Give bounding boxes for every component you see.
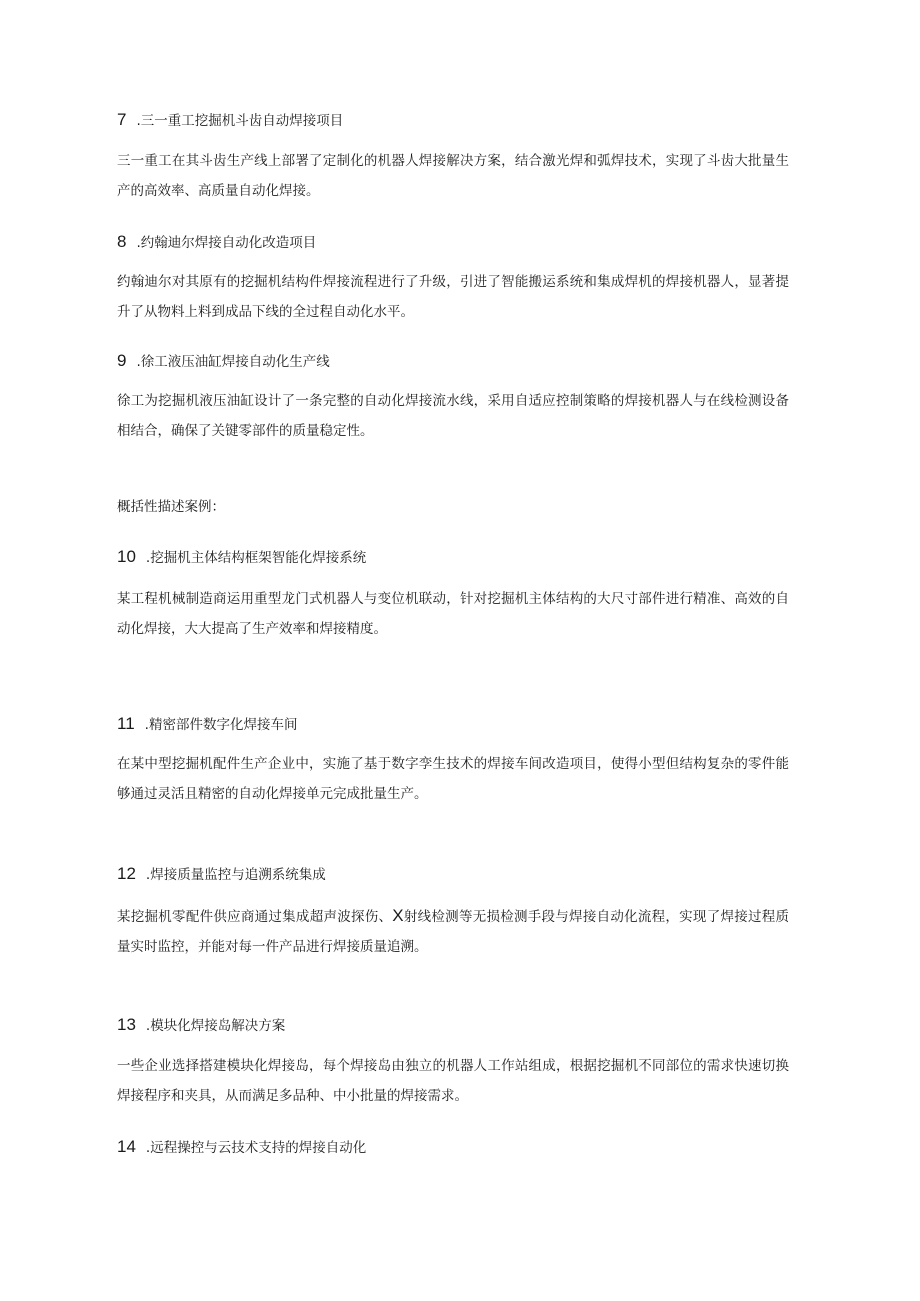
case-heading-14 [117, 1137, 366, 1158]
case-heading-9 [117, 351, 330, 372]
case-heading-7 [117, 110, 343, 131]
section-label: 概括性描述案例： [117, 499, 225, 515]
case-body-10: 某工程机械制造商运用重型龙门式机器人与变位机联动，针对挖掘机主体结构的大尺寸部件进行精准、高效的自动化焊接，大大提高了生产效率和焊接精度。 [117, 591, 789, 637]
case-title: .远程操控与云技术支持的焊接自动化 [145, 1140, 367, 1156]
case-title: .精密部件数字化焊接车间 [144, 717, 298, 733]
case-body-7: 三一重工在其斗齿生产线上部署了定制化的机器人焊接解决方案，结合激光焊和弧焊技术，实现了斗齿大批量生产的高效率、高质量自动化焊接。 [117, 153, 789, 199]
case-number: 10 [117, 547, 136, 566]
case-number: 9 [117, 351, 127, 370]
case-heading-10 [117, 547, 366, 568]
case-body-text: 某挖掘机零配件供应商通过集成超声波探伤、 [117, 909, 393, 925]
case-title: .徐工液压油缸焊接自动化生产线 [136, 354, 330, 370]
case-heading-11 [117, 714, 297, 735]
case-heading-12 [117, 864, 326, 885]
case-number: 14 [117, 1137, 136, 1156]
case-body-11: 在某中型挖掘机配件生产企业中，实施了基于数字孪生技术的焊接车间改造项目，使得小型但结构复杂的零件能够通过灵活且精密的自动化焊接单元完成批量生产。 [117, 756, 789, 802]
case-body-9: 徐工为挖掘机液压油缸设计了一条完整的自动化焊接流水线，采用自适应控制策略的焊接机器人与在线检测设备相结合，确保了关键零部件的质量稳定性。 [117, 393, 789, 439]
case-body-12 [117, 901, 789, 962]
case-number: 13 [117, 1015, 136, 1034]
case-number: 11 [117, 714, 135, 733]
case-title: .模块化焊接岛解决方案 [145, 1018, 286, 1034]
case-number: 12 [117, 864, 136, 883]
case-body-text: 射线检测等无损检测手段与焊接自动化流程，实现了焊接过程质量实时监控，并能对每一件产品进行焊接质量追溯。 [117, 909, 790, 955]
case-body-8: 约翰迪尔对其原有的挖掘机结构件焊接流程进行了升级，引进了智能搬运系统和集成焊机的焊接机器人，显著提升了从物料上料到成品下线的全过程自动化水平。 [117, 274, 789, 320]
x-ray-letter: X [392, 906, 404, 925]
case-title: .挖掘机主体结构框架智能化焊接系统 [145, 550, 367, 566]
case-number: 8 [117, 232, 127, 251]
case-body-13: 一些企业选择搭建模块化焊接岛，每个焊接岛由独立的机器人工作站组成，根据挖掘机不同部位的需求快速切换焊接程序和夹具，从而满足多品种、中小批量的焊接需求。 [117, 1058, 789, 1104]
case-number: 7 [117, 110, 127, 129]
case-heading-13 [117, 1015, 285, 1036]
case-heading-8 [117, 232, 316, 253]
case-title: .三一重工挖掘机斗齿自动焊接项目 [136, 113, 344, 129]
case-title: .约翰迪尔焊接自动化改造项目 [136, 235, 317, 251]
case-title: .焊接质量监控与追溯系统集成 [145, 867, 326, 883]
